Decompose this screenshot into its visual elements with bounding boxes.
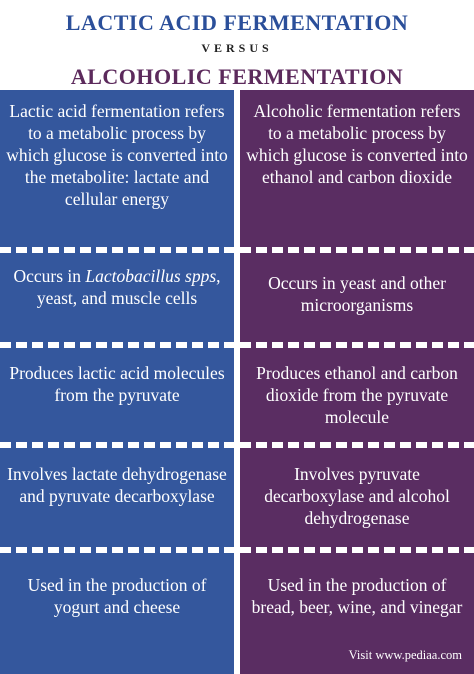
alcoholic-uses: Used in the production of bread, beer, wine, and vinegar bbox=[251, 575, 463, 617]
title-lactic: LACTIC ACID FERMENTATION bbox=[65, 10, 409, 35]
lactic-products: Produces lactic acid molecules from the pyruvate bbox=[9, 363, 225, 405]
lactic-column bbox=[0, 90, 234, 674]
lactic-uses: Used in the production of yogurt and cheese bbox=[27, 575, 207, 617]
lactic-occurrence-pre: Occurs in bbox=[13, 266, 86, 286]
lactic-definition: Lactic acid fermentation refers to a metabolic process by which glucose is converted into the metabolite: lactate and cellular energy bbox=[6, 101, 228, 209]
row-separator bbox=[0, 547, 474, 553]
lactic-enzymes: Involves lactate dehydrogenase and pyruvate decarboxylase bbox=[7, 464, 227, 506]
alcoholic-column bbox=[240, 90, 474, 674]
row-separator bbox=[0, 247, 474, 253]
alcoholic-products: Produces ethanol and carbon dioxide from the pyruvate molecule bbox=[256, 363, 458, 427]
alcoholic-definition: Alcoholic fermentation refers to a metabolic process by which glucose is converted into ethanol and carbon dioxide bbox=[246, 101, 468, 187]
title-alcoholic: ALCOHOLIC FERMENTATION bbox=[70, 64, 404, 89]
lactic-occurrence-organism: Lactobacillus spps bbox=[85, 266, 217, 286]
lactic-occurrence-post: , yeast, and muscle cells bbox=[36, 266, 221, 308]
row-separator bbox=[0, 342, 474, 348]
alcoholic-enzymes: Involves pyruvate decarboxylase and alcohol dehydrogenase bbox=[264, 464, 450, 528]
alcoholic-occurrence: Occurs in yeast and other microorganisms bbox=[268, 273, 446, 315]
title-versus: VERSUS bbox=[201, 41, 273, 55]
lactic-occurrence bbox=[0, 265, 234, 309]
footer-credit: Visit www.pediaa.com bbox=[348, 648, 462, 662]
row-separator bbox=[0, 442, 474, 448]
